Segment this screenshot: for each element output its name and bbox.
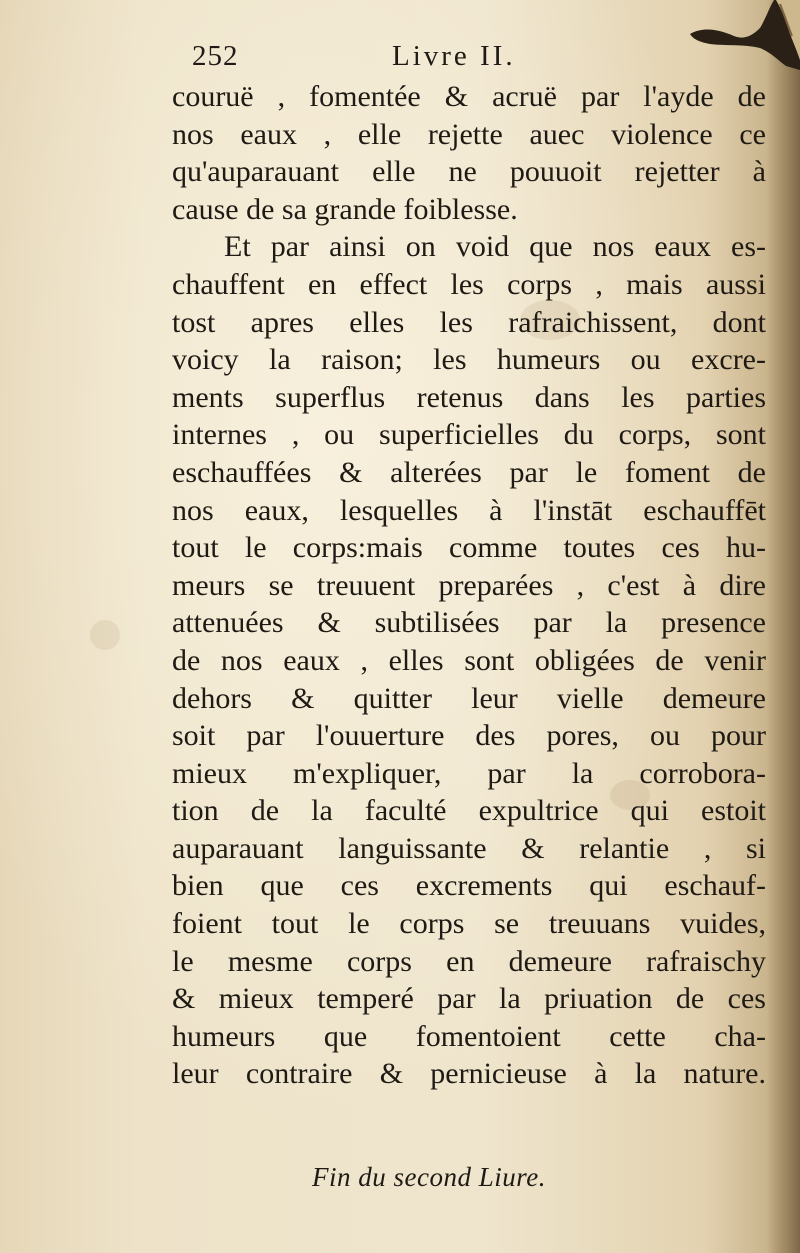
text-line: de nos eaux , elles sont obligées de venir [172,643,766,677]
text-line: mieux m'expliquer, par la corrobora- [172,756,766,790]
text-line: leur contraire & pernicieuse à la nature. [172,1057,766,1091]
text-line: humeurs que fomentoient cette cha- [172,1019,766,1053]
page-edge-shadow [766,0,800,1253]
text-line: meurs se treuuent preparées , c'est à dire [172,568,766,602]
text-line: chauffent en effect les corps , mais aussi [172,267,766,301]
page-number: 252 [192,40,239,72]
text-line: couruë , fomentée & acruë par l'ayde de [172,80,766,113]
text-line: tout le corps:mais comme toutes ces hu- [172,531,766,565]
text-line: qu'auparauant elle ne pouuoit rejetter à [172,155,766,189]
text-line: foient tout le corps se treuuans vuides, [172,907,766,941]
text-line: attenuées & subtilisées par la presence [172,606,766,640]
paragraph-start-line: Et par ainsi on void que nos eaux es- [224,230,766,264]
text-line: eschauffées & alterées par le foment de [172,455,766,489]
text-line: internes , ou superficielles du corps, sont [172,418,766,452]
text-line: auparauant languissante & relantie , si [172,831,766,865]
running-head: Livre II. [392,40,516,72]
text-line: soit par l'ouuerture des pores, ou pour [172,719,766,753]
text-line: le mesme corps en demeure rafraischy [172,944,766,978]
text-line: & mieux temperé par la priuation de ces [172,982,766,1016]
foxing-stain [90,620,120,650]
text-line: dehors & quitter leur vielle demeure [172,681,766,715]
page-header [192,40,752,82]
text-line: nos eaux , elle rejette auec violence ce [172,117,766,151]
text-line: nos eaux, lesquelles à l'instāt eschauffēt [172,493,766,527]
text-line: bien que ces excrements qui eschauf- [172,869,766,903]
body-text [172,78,766,1093]
colophon-end-of-book: Fin du second Liure. [312,1162,546,1192]
text-line: voicy la raison; les humeurs ou excre- [172,343,766,377]
text-line: cause de sa grande foiblesse. [172,192,518,226]
text-line: tost apres elles les rafraichissent, dont [172,305,766,339]
text-line: ments superflus retenus dans les parties [172,380,766,414]
text-line: tion de la faculté expultrice qui estoit [172,794,766,828]
